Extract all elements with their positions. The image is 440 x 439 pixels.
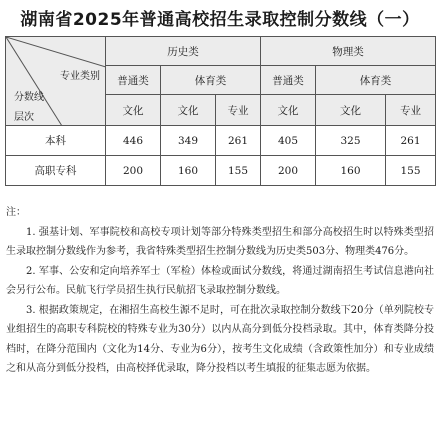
notes-section <box>6 203 434 379</box>
group-history: 历史类 <box>106 37 261 66</box>
row-level-vocational: 高职专科 <box>6 156 106 186</box>
table-row <box>6 126 436 156</box>
physics-sports-culture-header: 文化 <box>316 95 386 126</box>
note-item-1: 1. 强基计划、军事院校和高校专项计划等部分特殊类型招生和部分高校招生时以特殊类型招生录取控制分数线作为参考，我省特殊类型招生控制分数线为历史类503分、物理类476分。 <box>6 226 434 257</box>
physics-regular-culture-header: 文化 <box>261 95 316 126</box>
physics-sports-major-header: 专业 <box>386 95 436 126</box>
score-cell: 200 <box>106 156 161 186</box>
history-regular-header: 普通类 <box>106 66 161 95</box>
group-physics: 物理类 <box>261 37 436 66</box>
score-cell: 446 <box>106 126 161 156</box>
row-level-undergraduate: 本科 <box>6 126 106 156</box>
physics-regular-header: 普通类 <box>261 66 316 95</box>
page-title: 湖南省2025年普通高校招生录取控制分数线（一） <box>20 10 420 30</box>
score-cell: 155 <box>216 156 261 186</box>
score-cell: 405 <box>261 126 316 156</box>
score-cell: 160 <box>316 156 386 186</box>
notes-heading: 注： <box>6 207 26 218</box>
table-row <box>6 156 436 186</box>
corner-level-label: 层次 <box>14 112 34 123</box>
corner-score-label: 分数线 <box>14 92 44 103</box>
history-sports-major-header: 专业 <box>216 95 261 126</box>
score-table <box>5 36 436 186</box>
diagonal-header-cell <box>6 37 106 126</box>
score-cell: 261 <box>216 126 261 156</box>
corner-category-label: 专业类别 <box>60 71 100 82</box>
table-header-row-groups <box>6 37 436 66</box>
history-regular-culture-header: 文化 <box>106 95 161 126</box>
history-sports-header: 体育类 <box>161 66 261 95</box>
score-cell: 261 <box>386 126 436 156</box>
score-cell: 349 <box>161 126 216 156</box>
score-cell: 155 <box>386 156 436 186</box>
physics-sports-header: 体育类 <box>316 66 436 95</box>
note-item-2: 2. 军事、公安和定向培养军士（军检）体检或面试分数线，将通过湖南招生考试信息港向社会另行公布。民航飞行学员招生执行民航招飞录取控制分数线。 <box>6 265 434 296</box>
score-cell: 160 <box>161 156 216 186</box>
history-sports-culture-header: 文化 <box>161 95 216 126</box>
note-item-3: 3. 根据政策规定，在湘招生高校生源不足时，可在批次录取控制分数线下20分（单列院校专业组招生的高职专科院校的特殊专业为30分）以内从高分到低分投档录取。其中，体育类降分投档时，在降分范围内（文化为14分、专业为6分），按考生文化成绩（含政策性加分）和专业成绩之和从高分到低分投档，由高校择优录取，降分投档以考生填报的征集志愿为依据。 <box>6 304 434 374</box>
score-cell: 325 <box>316 126 386 156</box>
score-cell: 200 <box>261 156 316 186</box>
